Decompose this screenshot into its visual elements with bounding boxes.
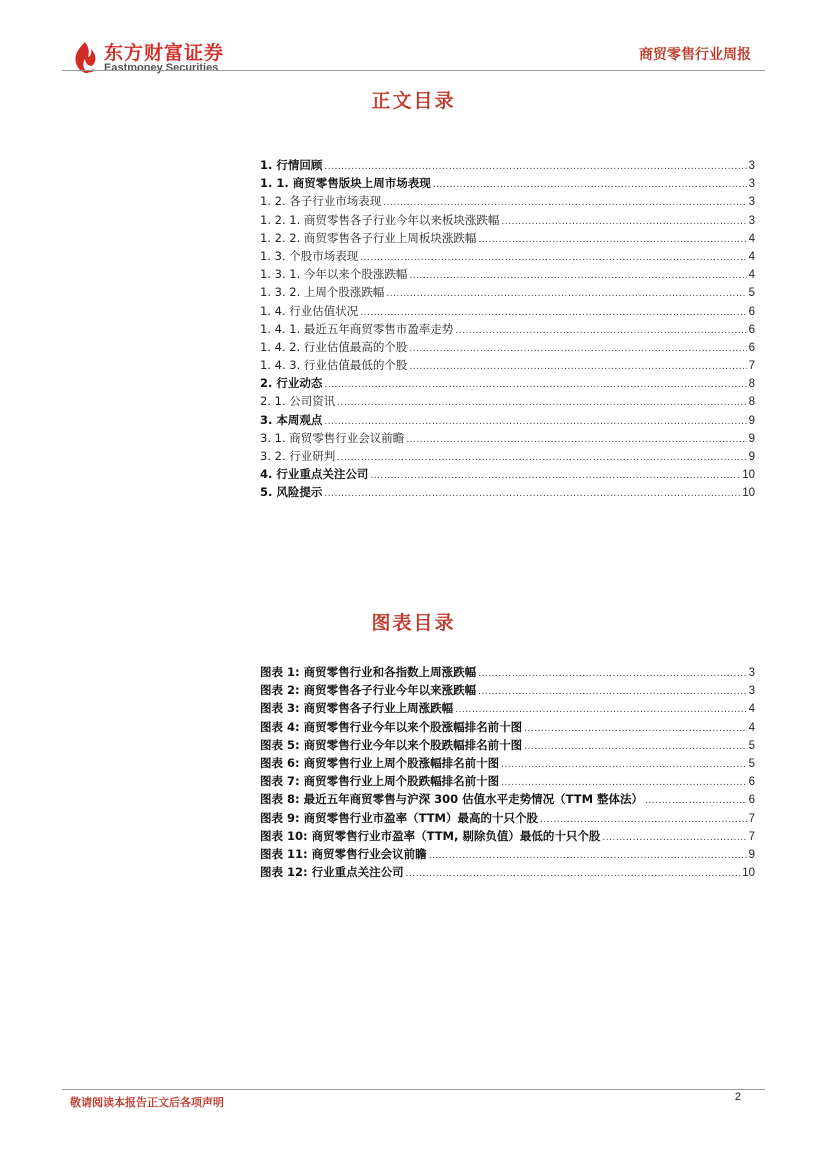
figure-entry[interactable]	[260, 682, 755, 700]
figure-entry-label: 图表 9: 商贸零售行业市盈率（TTM）最高的十只个股	[260, 810, 539, 825]
figure-entry[interactable]	[260, 700, 755, 718]
toc-entry-label: 1. 4. 2. 行业估值最高的个股	[260, 339, 408, 354]
toc-entry[interactable]	[260, 230, 755, 248]
figure-entry[interactable]	[260, 773, 755, 791]
toc-entry-page: 5	[748, 287, 755, 300]
toc-entry-label: 2. 行业动态	[260, 376, 323, 391]
toc-entry-label: 1. 4. 1. 最近五年商贸零售市盈率走势	[260, 321, 454, 336]
figure-entry[interactable]	[260, 737, 755, 755]
toc-entry-label: 1. 2. 各子行业市场表现	[260, 194, 382, 209]
toc-entry[interactable]	[260, 466, 755, 484]
toc-entry-label: 1. 3. 1. 今年以来个股涨跌幅	[260, 267, 408, 282]
toc-entry-label: 1. 1. 商贸零售版块上周市场表现	[260, 176, 431, 191]
figure-entry-page: 9	[748, 848, 755, 861]
figure-entry-label: 图表 8: 最近五年商贸零售与沪深 300 估值水平走势情况（TTM 整体法）	[260, 792, 644, 807]
toc-entry-label: 1. 4. 3. 行业估值最低的个股	[260, 358, 408, 373]
toc-entry[interactable]	[260, 248, 755, 266]
dot-leader	[337, 398, 746, 408]
figure-entry[interactable]	[260, 828, 755, 846]
toc-entry-label: 1. 2. 1. 商贸零售各子行业今年以来板块涨跌幅	[260, 212, 500, 227]
figure-entry-label: 图表 4: 商贸零售行业今年以来个股涨幅排名前十图	[260, 719, 523, 734]
figure-entry-page: 3	[748, 685, 755, 698]
toc-entry-label: 1. 3. 2. 上周个股涨跌幅	[260, 285, 385, 300]
eastmoney-logo	[70, 38, 240, 80]
figure-entry-label: 图表 10: 商贸零售行业市盈率（TTM, 剔除负值）最低的十只个股	[260, 828, 601, 843]
figure-entry-page: 6	[748, 794, 755, 807]
figure-entry[interactable]	[260, 846, 755, 864]
dot-leader	[478, 669, 746, 679]
figure-list-title: 图表目录	[371, 612, 456, 634]
toc-entry[interactable]	[260, 175, 755, 193]
toc-entry-page: 3	[748, 196, 755, 209]
toc-entry-page: 6	[748, 341, 755, 354]
toc-list	[260, 157, 755, 503]
toc-entry-label: 2. 1. 公司资讯	[260, 394, 336, 409]
report-type-label: 商贸零售行业周报	[639, 47, 751, 63]
toc-entry-label: 4. 行业重点关注公司	[260, 467, 369, 482]
figure-entry-label: 图表 7: 商贸零售行业上周个股跌幅排名前十图	[260, 774, 500, 789]
figure-entry-label: 图表 11: 商贸零售行业会议前瞻	[260, 846, 427, 861]
toc-entry-label: 3. 1. 商贸零售行业会议前瞻	[260, 430, 405, 445]
figure-entry-page: 3	[748, 667, 755, 679]
toc-entry-page: 9	[748, 414, 755, 427]
dot-leader	[478, 687, 746, 697]
footer-divider	[62, 1089, 765, 1090]
toc-entry-page: 3	[748, 160, 755, 172]
logo-english-name: Eastmoney Securities	[104, 62, 219, 74]
toc-entry[interactable]	[260, 303, 755, 321]
dot-leader	[409, 344, 746, 354]
toc-entry-label: 3. 2. 行业研判	[260, 449, 336, 463]
figure-entry-label: 图表 6: 商贸零售行业上周个股涨幅排名前十图	[260, 755, 500, 770]
dot-leader	[478, 235, 746, 245]
dot-leader	[386, 289, 746, 299]
toc-entry[interactable]	[260, 212, 755, 230]
figure-entry[interactable]	[260, 791, 755, 809]
toc-entry[interactable]	[260, 193, 755, 211]
figure-entry-label: 图表 2: 商贸零售各子行业今年以来涨跌幅	[260, 683, 477, 698]
toc-entry-page: 9	[748, 432, 755, 445]
toc-entry[interactable]	[260, 266, 755, 284]
toc-entry[interactable]	[260, 339, 755, 357]
dot-leader	[501, 778, 746, 788]
toc-entry[interactable]	[260, 157, 755, 175]
figure-entry-page: 6	[748, 776, 755, 789]
toc-entry[interactable]	[260, 357, 755, 375]
toc-entry[interactable]	[260, 484, 755, 502]
toc-entry-page: 7	[748, 360, 755, 373]
figure-entry-page: 4	[748, 721, 755, 734]
figure-entry-page: 5	[748, 757, 755, 770]
figure-entry-page: 4	[748, 703, 755, 716]
toc-entry-page: 9	[748, 451, 755, 463]
figure-list	[260, 664, 755, 882]
toc-entry[interactable]	[260, 284, 755, 302]
toc-entry-label: 1. 2. 2. 商贸零售各子行业上周板块涨跌幅	[260, 230, 477, 245]
dot-leader	[324, 162, 746, 172]
toc-entry[interactable]	[260, 321, 755, 339]
toc-entry-page: 8	[748, 378, 755, 391]
toc-entry-label: 1. 行情回顾	[260, 158, 323, 172]
toc-entry-page: 4	[748, 250, 755, 263]
dot-leader	[524, 724, 746, 734]
dot-leader	[324, 380, 746, 390]
figure-entry-page: 5	[748, 739, 755, 752]
dot-leader	[540, 815, 747, 825]
toc-entry[interactable]	[260, 430, 755, 448]
dot-leader	[602, 833, 746, 843]
figure-entry-label: 图表 3: 商贸零售各子行业上周涨跌幅	[260, 701, 454, 716]
toc-entry-page: 10	[742, 469, 755, 482]
dot-leader	[455, 326, 746, 336]
figure-entry-label: 图表 5: 商贸零售行业今年以来个股跌幅排名前十图	[260, 737, 523, 752]
figure-entry[interactable]	[260, 755, 755, 773]
toc-entry[interactable]	[260, 393, 755, 411]
toc-entry-label: 1. 3. 个股市场表现	[260, 248, 359, 263]
figure-entry-label: 图表 12: 行业重点关注公司	[260, 865, 404, 880]
dot-leader	[370, 471, 740, 481]
dot-leader	[324, 489, 740, 499]
figure-entry[interactable]	[260, 664, 755, 682]
dot-leader	[406, 869, 741, 879]
toc-entry-label: 5. 风险提示	[260, 485, 323, 500]
toc-entry-page: 6	[748, 323, 755, 336]
logo-chinese-name: 东方财富证券	[104, 42, 225, 64]
toc-entry[interactable]	[260, 448, 755, 466]
dot-leader	[501, 217, 746, 227]
toc-entry-label: 1. 4. 行业估值状况	[260, 303, 359, 318]
toc-entry[interactable]	[260, 412, 755, 430]
toc-entry-page: 8	[748, 396, 755, 409]
dot-leader	[429, 851, 747, 861]
toc-entry[interactable]	[260, 375, 755, 393]
toc-entry-page: 10	[742, 487, 755, 500]
dot-leader	[409, 271, 746, 281]
dot-leader	[324, 417, 746, 427]
disclaimer-text: 敬请阅读本报告正文后各项声明	[70, 1096, 224, 1109]
figure-entry[interactable]	[260, 719, 755, 737]
toc-entry-page: 4	[748, 269, 755, 282]
toc-entry-page: 4	[748, 232, 755, 245]
toc-entry-page: 3	[748, 214, 755, 227]
dot-leader	[524, 742, 746, 752]
toc-entry-page: 3	[748, 178, 755, 191]
dot-leader	[383, 198, 746, 208]
dot-leader	[645, 796, 747, 806]
figure-entry-label: 图表 1: 商贸零售行业和各指数上周涨跌幅	[260, 665, 477, 679]
dot-leader	[433, 180, 747, 190]
toc-entry-label: 3. 本周观点	[260, 412, 323, 427]
dot-leader	[455, 705, 746, 715]
figure-entry-page: 7	[748, 830, 755, 843]
dot-leader	[360, 253, 746, 263]
dot-leader	[406, 435, 746, 445]
toc-entry-page: 6	[748, 305, 755, 318]
dot-leader	[360, 308, 746, 318]
dot-leader	[409, 362, 746, 372]
dot-leader	[501, 760, 746, 770]
figure-entry-page: 10	[742, 867, 755, 880]
page-header	[0, 0, 827, 90]
page-number: 2	[734, 1091, 741, 1103]
header-divider	[62, 70, 765, 71]
toc-title: 正文目录	[371, 90, 456, 112]
figure-entry[interactable]	[260, 864, 755, 882]
figure-entry-page: 7	[748, 812, 755, 825]
figure-entry[interactable]	[260, 810, 755, 828]
dot-leader	[337, 453, 746, 463]
